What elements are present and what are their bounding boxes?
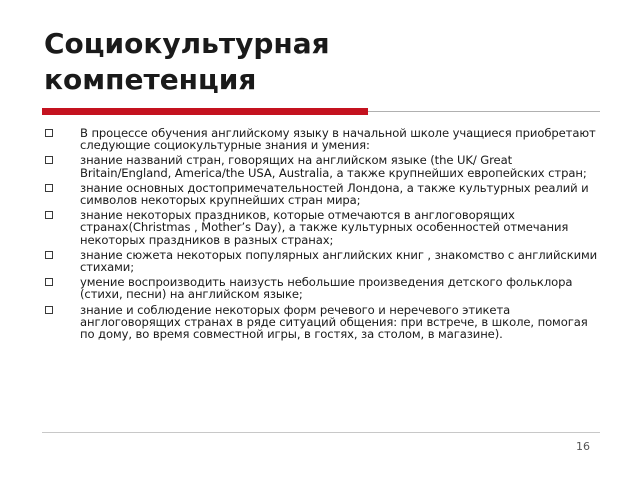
hollow-square-icon (45, 129, 53, 137)
bullet-item (44, 276, 600, 300)
bullet-item (44, 127, 600, 151)
bullet-text: умение воспроизводить наизусть небольшие произведения детского фольклора (стихи, песни) на английском языке; (80, 275, 573, 302)
slide-title (44, 26, 604, 98)
hollow-square-icon (45, 211, 53, 219)
slide-title-line-2: компетенция (44, 63, 257, 96)
bullet-text: знание названий стран, говорящих на английском языке (the UK/ Great Britain/England, America/the USA, Australia, а также крупнейших европейских стран; (80, 153, 587, 180)
hollow-square-icon (45, 184, 53, 192)
bullet-item (44, 209, 600, 246)
slide-title-line-1: Социокультурная (44, 27, 330, 60)
bullet-text: знание основных достопримечательностей Лондона, а также культурных реалий и символов некоторых крупнейших стран мира; (80, 180, 589, 208)
bullet-item (44, 304, 600, 341)
hollow-square-icon (45, 278, 53, 286)
footer-divider-line (42, 432, 600, 433)
bullet-text: знание и соблюдение некоторых форм речевого и неречевого этикета англоговорящих странах в ряде ситуаций общения: при встрече, в школе, помогая по дому, во время совместной игры, в гостях, за столом, в магазине). (80, 302, 588, 342)
bullet-text: знание некоторых праздников, которые отмечаются в англоговорящих странах(Christmas , Mother’s Day), а также культурных особенностей отмечания некоторых праздников в разных странах; (80, 208, 569, 247)
hollow-square-icon (45, 306, 53, 314)
bullet-item (44, 182, 600, 206)
page-number: 16 (576, 440, 590, 453)
bullet-item (44, 154, 600, 178)
bullet-text: знание сюжета некоторых популярных английских книг , знакомство с английскими стихами; (80, 247, 598, 275)
hollow-square-icon (45, 156, 53, 164)
bullet-text: В процессе обучения английскому языку в начальной школе учащиеся приобретают следующие социокультурные знания и умения: (80, 126, 596, 153)
bullet-item (44, 249, 600, 273)
title-accent-bar (42, 108, 368, 115)
title-divider-line (368, 111, 600, 112)
bullet-list (44, 127, 600, 343)
hollow-square-icon (45, 251, 53, 259)
